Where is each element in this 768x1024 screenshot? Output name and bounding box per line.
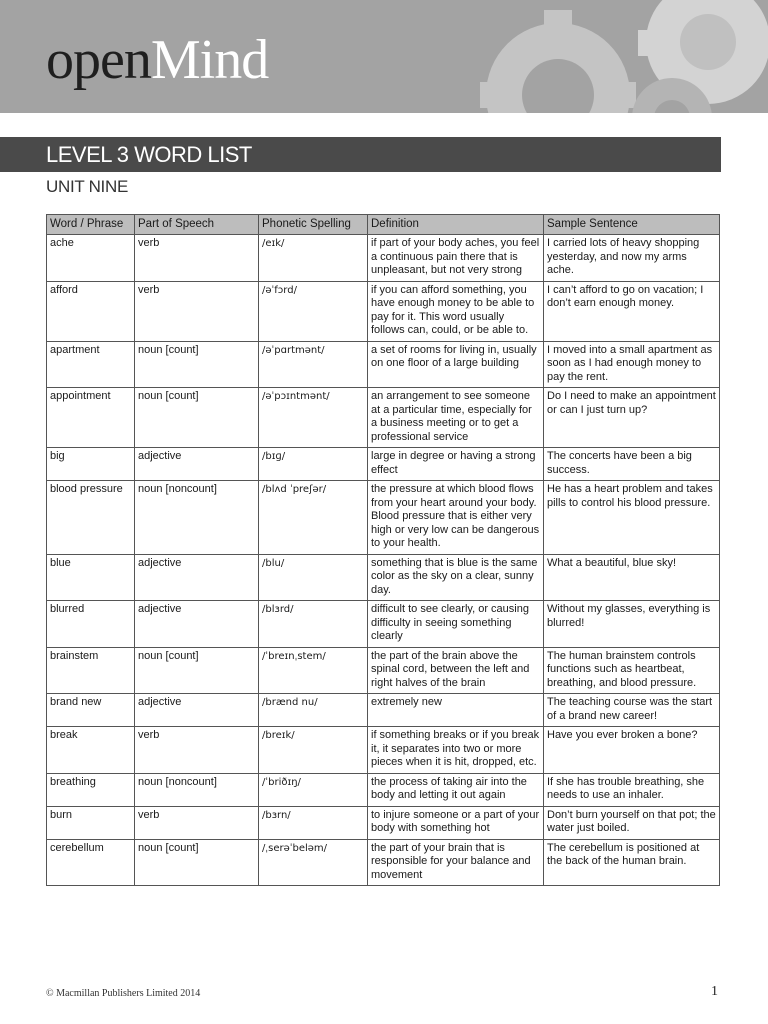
- table-row: [47, 448, 720, 481]
- page-title: LEVEL 3 WORD LIST: [46, 142, 252, 167]
- cell-definition: an arrangement to see someone at a particular time, especially for a business meeting or to get a professional service: [368, 388, 544, 448]
- table-row: [47, 839, 720, 886]
- cell-part-of-speech: adjective: [135, 601, 259, 648]
- cell-definition: the process of taking air into the body and letting it out again: [368, 773, 544, 806]
- cell-phonetic: /bɜrn/: [259, 806, 368, 839]
- cell-sample-sentence: The teaching course was the start of a brand new career!: [544, 694, 720, 727]
- cell-word: big: [47, 448, 135, 481]
- cell-phonetic: /ˈbreɪnˌstem/: [259, 647, 368, 694]
- table-row: [47, 554, 720, 601]
- cell-part-of-speech: verb: [135, 806, 259, 839]
- table-row: [47, 481, 720, 555]
- cell-definition: something that is blue is the same color as the sky on a clear, sunny day.: [368, 554, 544, 601]
- column-header-word: Word / Phrase: [47, 215, 135, 235]
- cell-definition: difficult to see clearly, or causing difficulty in seeing something clearly: [368, 601, 544, 648]
- cell-sample-sentence: Have you ever broken a bone?: [544, 727, 720, 774]
- cell-part-of-speech: noun [count]: [135, 647, 259, 694]
- cell-phonetic: /ˌserəˈbeləm/: [259, 839, 368, 886]
- cell-part-of-speech: verb: [135, 727, 259, 774]
- cell-word: breathing: [47, 773, 135, 806]
- cell-part-of-speech: adjective: [135, 554, 259, 601]
- table-row: [47, 806, 720, 839]
- cell-word: burn: [47, 806, 135, 839]
- cell-word: blue: [47, 554, 135, 601]
- column-header-phonetic: Phonetic Spelling: [259, 215, 368, 235]
- table-row: [47, 281, 720, 341]
- column-header-definition: Definition: [368, 215, 544, 235]
- openmind-logo: [46, 30, 268, 90]
- page-header: [0, 0, 768, 113]
- cell-word: brand new: [47, 694, 135, 727]
- word-list-table: [46, 214, 720, 886]
- cell-part-of-speech: adjective: [135, 694, 259, 727]
- cell-sample-sentence: The human brainstem controls functions such as heartbeat, breathing, and blood pressure.: [544, 647, 720, 694]
- cell-phonetic: /blu/: [259, 554, 368, 601]
- cell-phonetic: /brænd nu/: [259, 694, 368, 727]
- cell-word: appointment: [47, 388, 135, 448]
- cell-word: blurred: [47, 601, 135, 648]
- cell-definition: large in degree or having a strong effect: [368, 448, 544, 481]
- cell-word: break: [47, 727, 135, 774]
- cell-definition: extremely new: [368, 694, 544, 727]
- cell-definition: the part of your brain that is responsible for your balance and movement: [368, 839, 544, 886]
- copyright-notice: © Macmillan Publishers Limited 2014: [46, 988, 201, 999]
- cell-word: afford: [47, 281, 135, 341]
- table-header-row: [47, 215, 720, 235]
- cell-part-of-speech: noun [count]: [135, 839, 259, 886]
- cell-phonetic: /ˈbriðɪŋ/: [259, 773, 368, 806]
- table-row: [47, 341, 720, 388]
- logo-mind-text: Mind: [150, 29, 269, 91]
- logo-open-text: open: [46, 29, 151, 91]
- cell-definition: a set of rooms for living in, usually on one floor of a large building: [368, 341, 544, 388]
- cell-phonetic: /əˈfɔrd/: [259, 281, 368, 341]
- table-row: [47, 388, 720, 448]
- title-bar: [0, 137, 721, 172]
- cell-definition: if something breaks or if you break it, it separates into two or more pieces when it is hit, dropped, etc.: [368, 727, 544, 774]
- cell-phonetic: /əˈpɑrtmənt/: [259, 341, 368, 388]
- cell-definition: the pressure at which blood flows from your heart around your body. Blood pressure that is either very high or very low can be dangerous to your health.: [368, 481, 544, 555]
- cell-word: cerebellum: [47, 839, 135, 886]
- cell-sample-sentence: I can’t afford to go on vacation; I don’t earn enough money.: [544, 281, 720, 341]
- cell-word: apartment: [47, 341, 135, 388]
- cell-part-of-speech: noun [noncount]: [135, 481, 259, 555]
- cell-sample-sentence: I carried lots of heavy shopping yesterday, and now my arms ache.: [544, 235, 720, 282]
- cell-part-of-speech: verb: [135, 235, 259, 282]
- cell-word: brainstem: [47, 647, 135, 694]
- table-row: [47, 727, 720, 774]
- table-row: [47, 235, 720, 282]
- cell-definition: if you can afford something, you have enough money to be able to pay for it. This word usually follows can, could, or be able to.: [368, 281, 544, 341]
- table-row: [47, 694, 720, 727]
- cell-sample-sentence: What a beautiful, blue sky!: [544, 554, 720, 601]
- cell-definition: if part of your body aches, you feel a continuous pain there that is unpleasant, but not very strong: [368, 235, 544, 282]
- cell-sample-sentence: He has a heart problem and takes pills to control his blood pressure.: [544, 481, 720, 555]
- cell-word: ache: [47, 235, 135, 282]
- cell-phonetic: /əˈpɔɪntmənt/: [259, 388, 368, 448]
- column-header-sample-sentence: Sample Sentence: [544, 215, 720, 235]
- cell-phonetic: /blʌd ˈpreʃər/: [259, 481, 368, 555]
- table-body: [47, 235, 720, 886]
- cell-sample-sentence: Do I need to make an appointment or can I just turn up?: [544, 388, 720, 448]
- cell-part-of-speech: noun [count]: [135, 388, 259, 448]
- table-row: [47, 601, 720, 648]
- page-number: 1: [711, 984, 718, 999]
- gears-decoration-icon: [440, 0, 768, 113]
- cell-sample-sentence: Without my glasses, everything is blurred!: [544, 601, 720, 648]
- cell-sample-sentence: The cerebellum is positioned at the back of the human brain.: [544, 839, 720, 886]
- cell-phonetic: /eɪk/: [259, 235, 368, 282]
- cell-phonetic: /breɪk/: [259, 727, 368, 774]
- cell-sample-sentence: Don’t burn yourself on that pot; the water just boiled.: [544, 806, 720, 839]
- table-row: [47, 647, 720, 694]
- cell-part-of-speech: adjective: [135, 448, 259, 481]
- table-row: [47, 773, 720, 806]
- cell-sample-sentence: The concerts have been a big success.: [544, 448, 720, 481]
- cell-phonetic: /blɜrd/: [259, 601, 368, 648]
- cell-part-of-speech: noun [noncount]: [135, 773, 259, 806]
- cell-sample-sentence: If she has trouble breathing, she needs to use an inhaler.: [544, 773, 720, 806]
- cell-part-of-speech: noun [count]: [135, 341, 259, 388]
- cell-sample-sentence: I moved into a small apartment as soon as I had enough money to pay the rent.: [544, 341, 720, 388]
- cell-definition: the part of the brain above the spinal cord, between the left and right halves of the brain: [368, 647, 544, 694]
- cell-definition: to injure someone or a part of your body with something hot: [368, 806, 544, 839]
- unit-subtitle: UNIT NINE: [46, 177, 128, 196]
- cell-part-of-speech: verb: [135, 281, 259, 341]
- cell-phonetic: /bɪɡ/: [259, 448, 368, 481]
- cell-word: blood pressure: [47, 481, 135, 555]
- column-header-part-of-speech: Part of Speech: [135, 215, 259, 235]
